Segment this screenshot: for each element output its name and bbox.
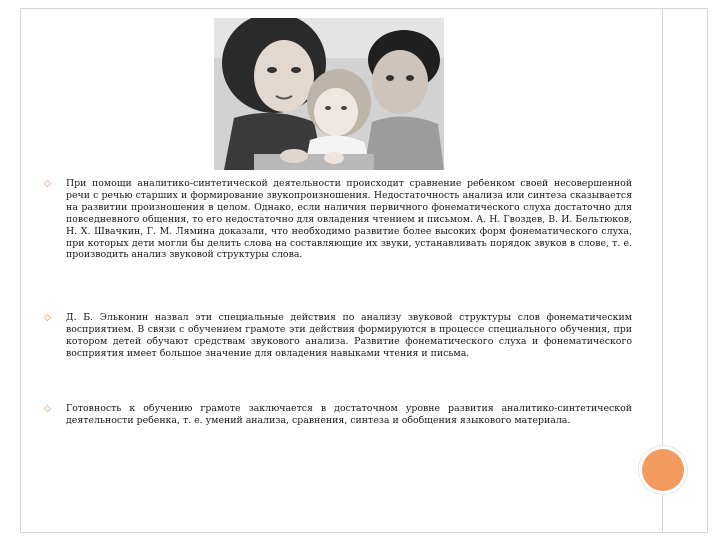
frame-bottom-line xyxy=(20,532,708,533)
frame-left-line xyxy=(20,8,21,533)
diamond-bullet-icon: ◇ xyxy=(44,404,51,414)
bullet-item-3 xyxy=(44,403,632,427)
accent-circle-decoration xyxy=(642,449,684,491)
diamond-bullet-icon: ◇ xyxy=(44,313,51,323)
frame-right-outer-line xyxy=(707,8,708,533)
bullet-item-2 xyxy=(44,312,632,360)
bullet-text-1: При помощи аналитико-синтетической деятельности происходит сравнение ребенком своей несовершенной речи с речью старших и формирование звукопроизношения. Недостаточность анализа или синтеза сказывается на развитии произношения в целом. Однако, если наличия первичного фонематического слуха достаточно для повседневного общения, то его недостаточно для овладения чтением и письмом. А. Н. Гвоздев, В. И. Бельтюков, Н. Х. Швачкин, Г. М. Лямина доказали, что необходимо развитие более высоких форм фонематического слуха, при которых дети могли бы делить слова на составляющие их звуки, устанавливать порядок звуков в слове, т. е. производить анализ звуковой структуры слова. xyxy=(66,178,632,261)
diamond-bullet-icon: ◇ xyxy=(44,179,51,189)
photo-teacher-with-children xyxy=(214,18,444,170)
frame-top-line xyxy=(20,8,708,9)
bullet-text-2: Д. Б. Эльконин назвал эти специальные действия по анализу звуковой структуры слов фонематическим восприятием. В связи с обучением грамоте эти действия формируются в процессе специального обучения, при котором детей обучают средствам звукового анализа. Развитие фонематического слуха и фонематического восприятия имеет большое значение для овладения навыками чтения и письма. xyxy=(66,312,632,359)
bullet-item-1 xyxy=(44,178,632,261)
bullet-text-3: Готовность к обучению грамоте заключается в достаточном уровне развития аналитико-синтетической деятельности ребенка, т. е. умений анализа, сравнения, синтеза и обобщения языкового материала. xyxy=(66,403,632,426)
